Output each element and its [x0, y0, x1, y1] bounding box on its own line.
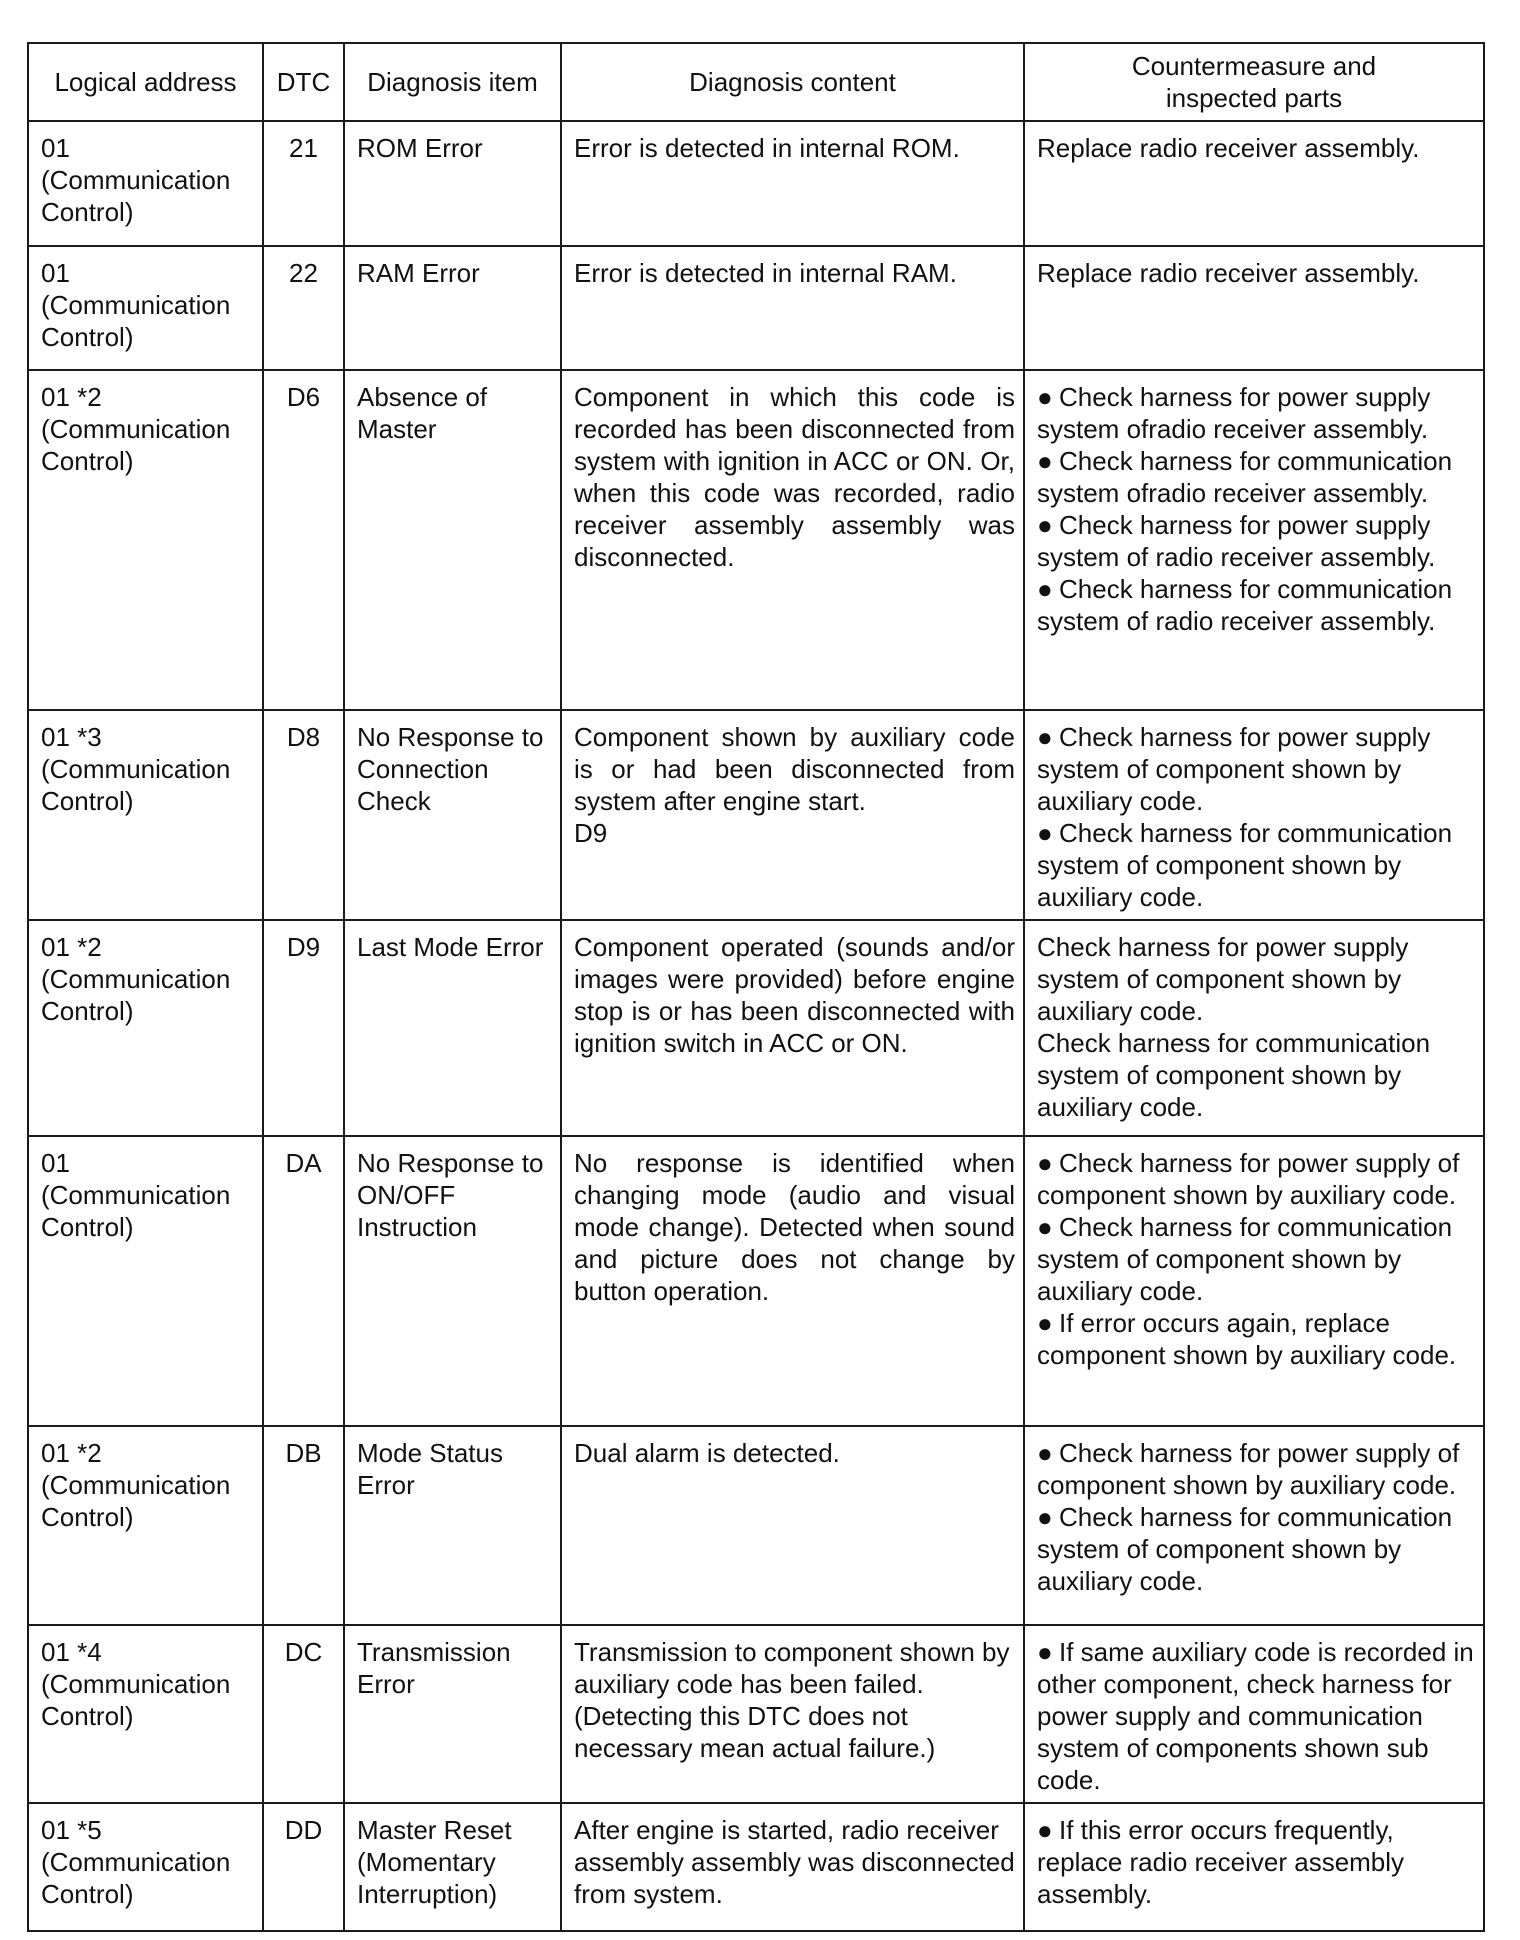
- bullet-icon: ●: [1037, 1815, 1053, 1845]
- address-cell: [28, 246, 263, 370]
- bullet-icon: ●: [1037, 510, 1053, 540]
- address-note: (Communication Control): [41, 1669, 231, 1731]
- header-diagnosis-content: Diagnosis content: [561, 43, 1024, 121]
- address-cell: [28, 1426, 263, 1625]
- dtc-code: 21: [263, 121, 344, 246]
- table-row: [28, 1625, 1484, 1803]
- list-item: ● Check harness for power supply of component shown by auxiliary code.: [1037, 1438, 1460, 1500]
- table-row: [28, 121, 1484, 246]
- address: 01 *4: [41, 1637, 102, 1667]
- dtc-table: [27, 42, 1485, 1932]
- bullet-icon: ●: [1037, 1502, 1053, 1532]
- list-item: ● Check harness for communication system of component shown by auxiliary code.: [1037, 1212, 1453, 1306]
- address-cell: [28, 1136, 263, 1426]
- dtc-code: D9: [263, 920, 344, 1136]
- bullet-icon: ●: [1037, 382, 1053, 412]
- header-countermeasure-line2: inspected parts: [1165, 83, 1343, 113]
- dtc-code: D6: [263, 370, 344, 710]
- table-row: [28, 1803, 1484, 1931]
- address: 01 *5: [41, 1815, 102, 1845]
- bullet-icon: ●: [1037, 1438, 1053, 1468]
- bullet-icon: ●: [1037, 1148, 1053, 1178]
- bullet-icon: ●: [1037, 574, 1053, 604]
- list-item: ● Check harness for power supply system of radio receiver assembly.: [1037, 510, 1436, 572]
- countermeasure: Replace radio receiver assembly.: [1024, 121, 1484, 246]
- dtc-code: DC: [263, 1625, 344, 1803]
- bullet-icon: ●: [1037, 1637, 1053, 1667]
- countermeasure: [1024, 920, 1484, 1136]
- list-item: ● Check harness for communication system of radio receiver assembly.: [1037, 574, 1453, 636]
- address: 01 *2: [41, 382, 102, 412]
- diagnosis-item: Master Reset (Momentary Interruption): [344, 1803, 561, 1931]
- list-item: ● Check harness for communication system ofradio receiver assembly.: [1037, 446, 1453, 508]
- address: 01 *3: [41, 722, 102, 752]
- header-countermeasure: [1024, 43, 1484, 121]
- list-item: ● Check harness for power supply of component shown by auxiliary code.: [1037, 1148, 1460, 1210]
- countermeasure: [1024, 710, 1484, 920]
- list-item: ● Check harness for communication system of component shown by auxiliary code.: [1037, 1502, 1453, 1596]
- address-cell: [28, 121, 263, 246]
- diagnosis-content: Error is detected in internal ROM.: [561, 121, 1024, 246]
- bullet-icon: ●: [1037, 446, 1053, 476]
- dtc-code: DA: [263, 1136, 344, 1426]
- diagnosis-item: Mode Status Error: [344, 1426, 561, 1625]
- address-note: (Communication Control): [41, 165, 231, 227]
- bullet-icon: ●: [1037, 1308, 1053, 1338]
- diagnosis-content: No response is identified when changing mode (audio and visual mode change). Detected when sound and picture does not change by button operation.: [561, 1136, 1024, 1426]
- dtc-code: DB: [263, 1426, 344, 1625]
- countermeasure-list: [1037, 1814, 1475, 1910]
- countermeasure: [1024, 370, 1484, 710]
- bullet-icon: ●: [1037, 1212, 1053, 1242]
- header-row: [28, 43, 1484, 121]
- countermeasure-list: [1037, 1147, 1475, 1371]
- table-row: [28, 920, 1484, 1136]
- countermeasure: [1024, 1136, 1484, 1426]
- table-row: [28, 370, 1484, 710]
- address-cell: [28, 920, 263, 1136]
- dtc-code: 22: [263, 246, 344, 370]
- list-item: ● Check harness for communication system of component shown by auxiliary code.: [1037, 818, 1453, 912]
- address: 01: [41, 258, 70, 288]
- list-item: ● Check harness for power supply system of component shown by auxiliary code.: [1037, 722, 1431, 816]
- dtc-code: D8: [263, 710, 344, 920]
- countermeasure: [1024, 1803, 1484, 1931]
- diagnosis-item: Absence of Master: [344, 370, 561, 710]
- diagnosis-content: Error is detected in internal RAM.: [561, 246, 1024, 370]
- address-note: (Communication Control): [41, 1470, 231, 1532]
- diagnosis-content: Component in which this code is recorded has been disconnected from system with ignition in ACC or ON. Or, when this code was recorded, radio receiver assembly assembly was disconnected.: [561, 370, 1024, 710]
- table-row: [28, 710, 1484, 920]
- countermeasure: Replace radio receiver assembly.: [1024, 246, 1484, 370]
- diagnosis-content: Transmission to component shown by auxiliary code has been failed. (Detecting this DTC does not necessary mean actual failure.): [561, 1625, 1024, 1803]
- address-cell: [28, 1625, 263, 1803]
- header-logical-address: Logical address: [28, 43, 263, 121]
- countermeasure-line: Check harness for power supply system of component shown by auxiliary code.: [1037, 932, 1409, 1026]
- countermeasure-list: [1037, 1437, 1475, 1597]
- dtc-code: DD: [263, 1803, 344, 1931]
- countermeasure-line: Check harness for communication system of component shown by auxiliary code.: [1037, 1028, 1431, 1122]
- bullet-icon: ●: [1037, 818, 1053, 848]
- diagnosis-item: RAM Error: [344, 246, 561, 370]
- list-item: ● If same auxiliary code is recorded in other component, check harness for power supply and communication system of components shown sub code.: [1037, 1637, 1474, 1795]
- address: 01: [41, 133, 70, 163]
- diagnosis-item: No Response to ON/OFF Instruction: [344, 1136, 561, 1426]
- address-cell: [28, 370, 263, 710]
- diagnosis-content: Dual alarm is detected.: [561, 1426, 1024, 1625]
- address-note: (Communication Control): [41, 964, 231, 1026]
- diagnosis-item: ROM Error: [344, 121, 561, 246]
- list-item: ● If this error occurs frequently, replace radio receiver assembly assembly.: [1037, 1815, 1405, 1909]
- countermeasure-list: [1037, 381, 1475, 637]
- header-diagnosis-item: Diagnosis item: [344, 43, 561, 121]
- table-row: [28, 246, 1484, 370]
- address-cell: [28, 1803, 263, 1931]
- address-cell: [28, 710, 263, 920]
- address: 01 *2: [41, 1438, 102, 1468]
- diagnosis-content: Component operated (sounds and/or images were provided) before engine stop is or has been disconnected with ignition switch in ACC or ON.: [561, 920, 1024, 1136]
- address-note: (Communication Control): [41, 754, 231, 816]
- diagnosis-content: After engine is started, radio receiver assembly assembly was disconnected from system.: [561, 1803, 1024, 1931]
- list-item: ● Check harness for power supply system ofradio receiver assembly.: [1037, 382, 1431, 444]
- header-dtc: DTC: [263, 43, 344, 121]
- diagnosis-content: [561, 710, 1024, 920]
- content-text: Component shown by auxiliary code is or had been disconnected from system after engine start.: [574, 722, 1015, 816]
- countermeasure-list: [1037, 721, 1475, 913]
- address-note: (Communication Control): [41, 290, 231, 352]
- address-note: (Communication Control): [41, 1847, 231, 1909]
- diagnosis-item: Last Mode Error: [344, 920, 561, 1136]
- header-countermeasure-line1: Countermeasure and: [1131, 51, 1377, 81]
- table-row: [28, 1136, 1484, 1426]
- list-item: ● If error occurs again, replace component shown by auxiliary code.: [1037, 1308, 1457, 1370]
- address-note: (Communication Control): [41, 1180, 231, 1242]
- diagnosis-item: Transmission Error: [344, 1625, 561, 1803]
- countermeasure: [1024, 1625, 1484, 1803]
- countermeasure: [1024, 1426, 1484, 1625]
- address: 01: [41, 1148, 70, 1178]
- countermeasure-list: [1037, 1636, 1475, 1796]
- diagnosis-item: No Response to Connection Check: [344, 710, 561, 920]
- address: 01 *2: [41, 932, 102, 962]
- address-note: (Communication Control): [41, 414, 231, 476]
- bullet-icon: ●: [1037, 722, 1053, 752]
- table-row: [28, 1426, 1484, 1625]
- content-extra: D9: [574, 818, 608, 848]
